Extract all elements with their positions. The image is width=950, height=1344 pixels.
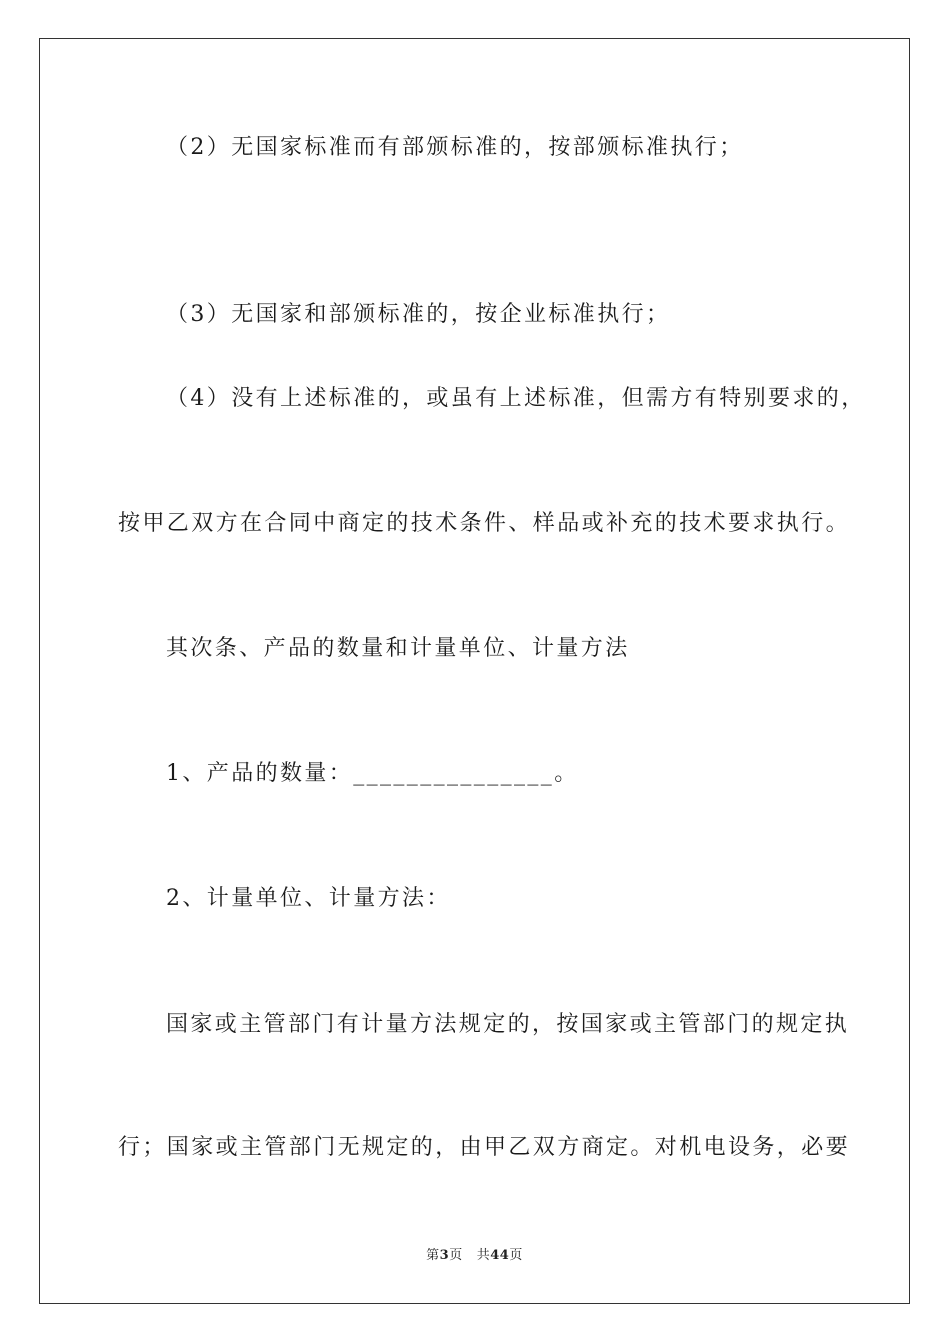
paragraph-line: （2）无国家标准而有部颁标准的，按部颁标准执行；	[166, 135, 744, 160]
footer-total-pages: 44	[490, 1248, 510, 1263]
paragraph-line: 国家或主管部门有计量方法规定的，按国家或主管部门的规定执	[166, 1012, 850, 1037]
page-footer	[40, 1247, 909, 1265]
footer-page-suffix: 页	[449, 1248, 463, 1263]
paragraph-line: （4）没有上述标准的，或虽有上述标准，但需方有特别要求的，	[166, 386, 866, 411]
footer-page-number: 3	[439, 1248, 450, 1263]
footer-page-prefix: 第	[426, 1248, 440, 1263]
paragraph-line: 按甲乙双方在合同中商定的技术条件、样品或补充的技术要求执行。	[118, 511, 851, 536]
footer-total-suffix: 页	[509, 1248, 523, 1263]
footer-total-prefix: 共	[476, 1248, 491, 1263]
paragraph-line: 1、产品的数量：_______________。	[166, 761, 579, 786]
page-frame	[39, 38, 910, 1304]
paragraph-line: （3）无国家和部颁标准的，按企业标准执行；	[166, 302, 671, 327]
paragraph-line: 2、计量单位、计量方法：	[166, 886, 451, 911]
section-heading: 其次条、产品的数量和计量单位、计量方法	[166, 636, 630, 661]
paragraph-line: 行；国家或主管部门无规定的，由甲乙双方商定。对机电设务，必要	[118, 1135, 851, 1160]
